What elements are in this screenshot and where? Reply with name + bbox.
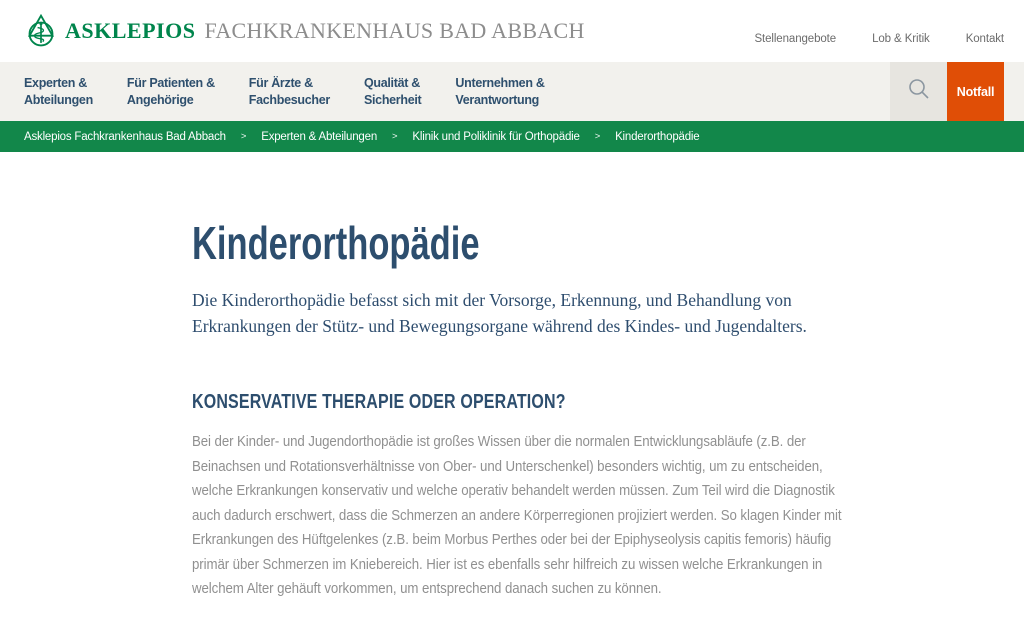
site-logo[interactable] — [24, 14, 585, 48]
nav-item-fuer-aerzte-fachbesucher[interactable]: Für Ärzte & Fachbesucher — [248, 76, 330, 107]
breadcrumb-item-experten-abteilungen[interactable]: Experten & Abteilungen — [261, 130, 378, 143]
breadcrumb — [0, 121, 1024, 152]
chevron-right-icon: > — [594, 131, 601, 142]
main-content — [0, 216, 1024, 602]
asklepios-emblem-icon — [24, 14, 65, 48]
breadcrumb-item-home[interactable]: Asklepios Fachkrankenhaus Bad Abbach — [24, 130, 226, 143]
logo-site-name: FACHKRANKENHAUS BAD ABBACH — [204, 18, 585, 43]
search-button[interactable] — [890, 62, 947, 121]
emergency-button[interactable]: Notfall — [947, 62, 1004, 121]
intro-paragraph: Die Kinderorthopädie befasst sich mit der Vorsorge, Erkennung, und Behandlung von Erkrankungen der Stütz- und Bewegungsorgane während des Kindes- und Jugendalters. — [192, 290, 807, 336]
chevron-right-icon: > — [240, 131, 247, 142]
nav-item-unternehmen-verantwortung[interactable]: Unternehmen & Verantwortung — [455, 76, 545, 107]
nav-item-qualitaet-sicherheit[interactable]: Qualität & Sicherheit — [363, 76, 422, 107]
site-header — [0, 0, 1024, 62]
utility-link-kontakt[interactable]: Kontakt — [965, 33, 1004, 45]
breadcrumb-item-current: Kinderorthopädie — [615, 130, 700, 143]
breadcrumb-item-klinik-orthopaedie[interactable]: Klinik und Poliklinik für Orthopädie — [412, 130, 580, 143]
page-title: Kinderorthopädie — [192, 217, 480, 269]
main-nav — [0, 62, 1024, 121]
nav-item-fuer-patienten-angehoerige[interactable]: Für Patienten & Angehörige — [126, 76, 215, 107]
logo-brand-text: ASKLEPIOS — [65, 18, 196, 43]
utility-link-stellenangebote[interactable]: Stellenangebote — [754, 33, 837, 45]
nav-item-experten-abteilungen[interactable]: Experten & Abteilungen — [24, 76, 93, 107]
utility-link-lob-kritik[interactable]: Lob & Kritik — [872, 33, 930, 45]
section-heading: KONSERVATIVE THERAPIE ODER OPERATION? — [192, 391, 566, 413]
chevron-right-icon: > — [392, 131, 398, 142]
main-nav-items — [24, 62, 545, 121]
body-paragraph: Bei der Kinder- und Jugendorthopädie ist großes Wissen über die normalen Entwicklungsabläufe (z.B. der Beinachsen und Rotationsverhältnisse von Ober- und Unterschenkel) besonders wichtig, um zu entscheiden, welche Erkrankungen konservativ und welche operativ behandelt werden müssen. Zum Teil wird die Diagnostik auch dadurch erschwert, dass die Schmerzen an andere Körperregionen projiziert werden. So klagen Kinder mit Erkrankungen des Hüftgelenkes (z.B. beim Morbus Perthes oder bei der Epiphyseolysis capitis femoris) häufig primär über Schmerzen im Kniebereich. Hier ist es ebenfalls sehr hilfreich zu wissen welche Erkrankungen in welchem Alter gehäuft vorkommen, um entsprechend danach suchen zu können. — [192, 433, 842, 597]
search-icon — [906, 76, 932, 107]
nav-right-actions — [890, 62, 1004, 121]
utility-nav — [754, 33, 1004, 45]
